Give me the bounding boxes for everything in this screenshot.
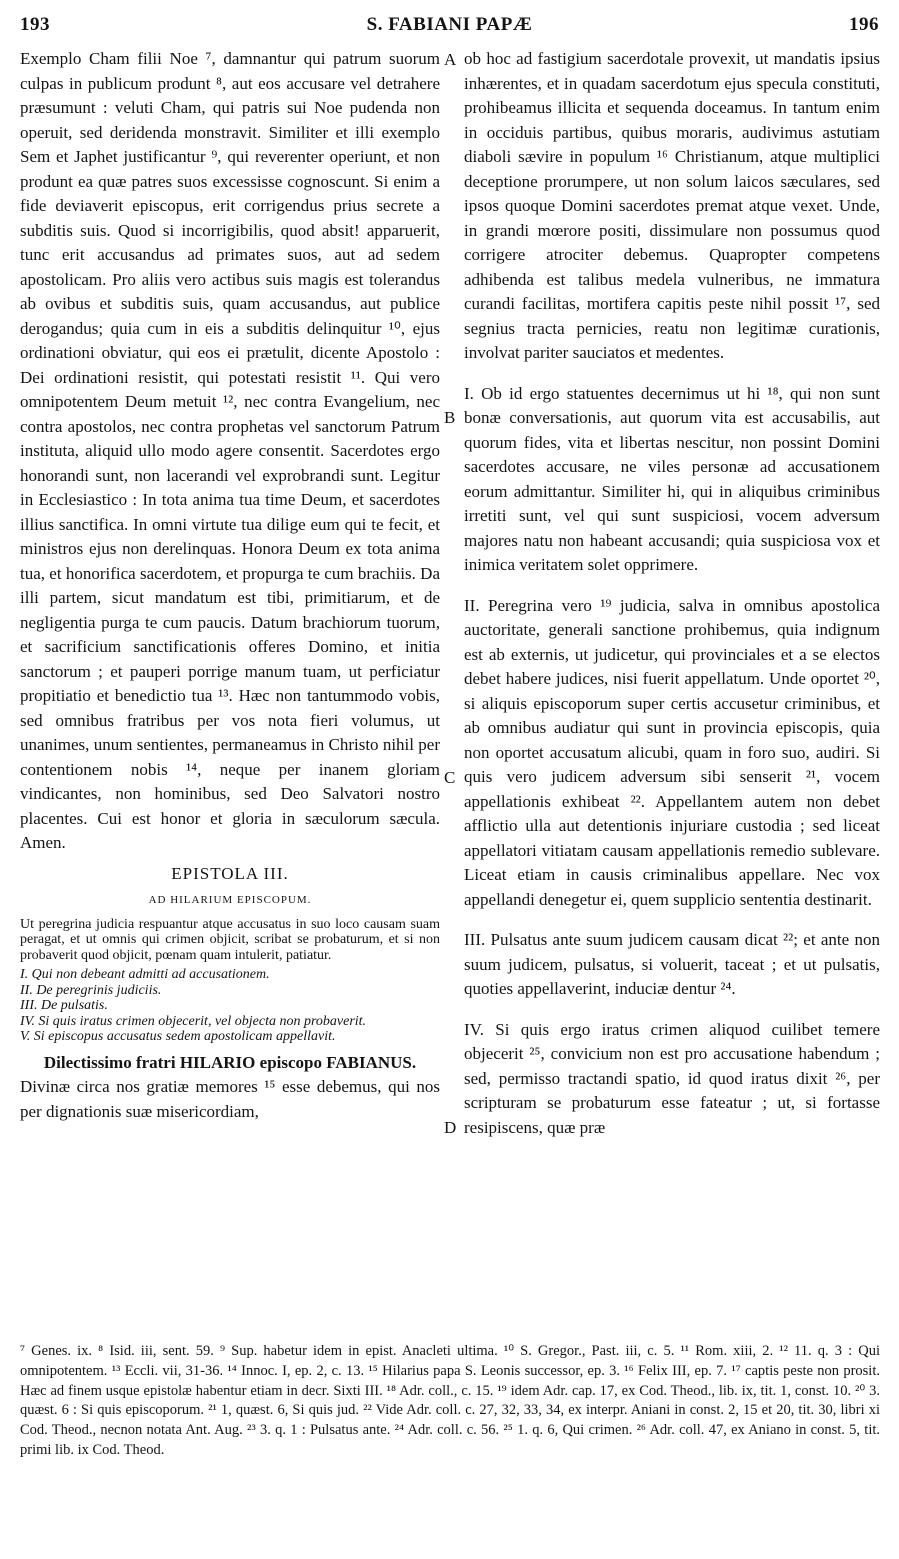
running-header [20, 14, 879, 44]
left-column [20, 47, 440, 1124]
chapter-item-4: IV. Si quis iratus crimen objecerit, vel objecta non probaverit. [20, 1013, 367, 1029]
epistola-address: AD HILARIUM EPISCOPUM. [148, 894, 312, 906]
chapter-item-5: V. Si episcopus accusatus sedem apostolicam appellavit. [20, 1029, 336, 1044]
left-paragraph-2: Divinæ circa nos gratiæ memores ¹⁵ esse debemus, qui nos per dignationis suæ misericordiam, [20, 1077, 440, 1121]
margin-letter-b: B [444, 408, 456, 427]
right-paragraph-5: IV. Si quis ergo iratus crimen aliquod cuilibet temere objecerit ²⁵, convicium non est pro accusatione habendum ; sed, permisso tractandi spatio, id quod iratus dixit ²⁶, per scripturam se probaturum esse fateatur ; ut, si fortasse resipiscens, quæ præ [464, 1019, 880, 1137]
right-paragraph-2: I. Ob id ergo statuentes decernimus ut hi ¹⁸, qui non sunt bonæ conversationis, aut quorum vita est accusabilis, aut quorum fides, vita et libertas nescitur, non possint Domini sacerdotes accusare, ne viles personæ ad accusationem eorum admittantur. Similiter hi, qui in aliquibus criminibus irretiti sunt, vel qui sunt suspiciosi, vocem adversum majores natu non habeant accusandi; quia suspiciosa vox et inimica veritatem solet opprimere. [464, 383, 880, 574]
page-number-right: 196 [849, 14, 879, 35]
chapter-item-1: I. Qui non debeant admitti ad accusationem. [20, 967, 270, 982]
chapter-list [20, 967, 440, 1045]
page-number-left: 193 [20, 14, 50, 35]
margin-letter-a: A [444, 50, 457, 69]
running-title: S. FABIANI PAPÆ [366, 14, 533, 35]
chapter-item-3: III. De pulsatis. [20, 998, 108, 1013]
left-paragraph-1: Exemplo Cham filii Noe ⁷, damnantur qui patrum suorum culpas in publicum produnt ⁸, aut eos accusare vel detrahere præsumunt : veluti Cham, qui patris sui Noe pudenda non operuit, sed deridenda monstravit. Similiter et illi exemplo Sem et Japhet justificantur ⁹, qui reverenter operiunt, et non produnt ea quæ patres suos excessisse cognoscunt. Si enim a fide deviaverit episcopus, erit corrigendus prius secrete a subditis suis. Quod si incorrigibilis, quod absit! apparuerit, tunc erit accusandus ad primates suos, aut ad sedem apostolicam. Pro aliis vero actibus suis magis est tolerandus ab ovibus et subditis suis, quam accusandus, aut publice derogandus; quia cum in eis a subditis delinquitur ¹⁰, ejus ordinationi obviatur, qui eos ei prætulit, dicente Apostolo : Dei ordinationi resistit, qui potestati resistit ¹¹. Qui vero omnipotentem Deum metuit ¹², nec contra Evangelium, nec contra apostolos, nec contra prophetas vel sanctorum Patrum instituta, aliquid ullo modo agere consentit. Sacerdotes ergo honorandi sunt, non lacerandi vel exprobrandi sunt. Legitur in Ecclesiastico : In tota anima tua time Deum, et sacerdotes illius sanctifica. In omni virtute tua dilige eum qui te fecit, et ministros ejus non derelinquas. Honora Deum ex tota anima tua, et honorifica sacerdotem, et propurga te cum brachiis. Da illi partem, sicut mandatum est tibi, primitiarum, et de negligentia purga te cum paucis. Datum brachiorum tuorum, et sacrificium sanctificationis offeres Domino, et initia sanctorum ; et pauperi porrige manum tuam, ut perficiatur propitiatio et benedictio tua ¹³. Hæc non tantummodo vobis, sed omnibus fratribus per vos nota fieri volumus, ut unanimes, unum sentientes, permaneamus in Christo nihil per contentionem nobis ¹⁴, neque per inanem gloriam vindicantes, non hominibus, sed Deo Salvatori nostro placentes. Cui est honor et gloria in sæculorum sæcula. Amen. [20, 49, 440, 852]
right-paragraph-4: III. Pulsatus ante suum judicem causam dicat ²²; et ante non suum judicem, pulsatus, si voluerit, taceat ; et ut pulsatis, quoties appellaverint, induciæ dentur ²⁴. [464, 930, 880, 998]
chapter-item-2: II. De peregrinis judiciis. [20, 982, 162, 998]
epistola-summary: Ut peregrina judicia respuantur atque accusatus in suo loco causam suam peragat, et ut omnis qui crimen objicit, scribat se probaturum, et si non probaverit quod objicit, pœnam quam intulerit, patiatur. [20, 916, 440, 963]
right-paragraph-3: II. Peregrina vero ¹⁹ judicia, salva in omnibus apostolica auctoritate, generali sanctione prohibemus, quia indignum est ab externis, ut judicetur, qui provinciales et a se electos debet habere judices, nisi fuerit appellatum. Unde oportet ²⁰, si aliquis episcoporum super certis accusetur criminibus, et ab omnibus audiatur qui sunt in provincia episcopis, quia non oportet accusatum alicubi, quam in foro suo, audiri. Si quis vero judicem adversum sibi senserit ²¹, vocem appellationis exhibeat ²². Appellantem autem non debet afflictio ulla aut detentionis injuriare custodia ; sed liceat appellatori vitiatam causam appellationis remedio sublevare. Liceat etiam in causis criminalibus appellare. Nec vox appellandi denegetur ei, quem supplicio sententia destinarit. [464, 595, 880, 909]
right-column [464, 47, 880, 1140]
salutation: Dilectissimo fratri HILARIO episcopo FABIANUS. [43, 1052, 417, 1072]
margin-letter-d: D [444, 1118, 457, 1137]
margin-letter-c: C [444, 768, 456, 787]
epistola-title: EPISTOLA III. [171, 863, 289, 883]
footnotes: ⁷ Genes. ix. ⁸ Isid. iii, sent. 59. ⁹ Sup. habetur idem in epist. Anacleti ultima. ¹⁰ S. Gregor., Past. iii, c. 5. ¹¹ Rom. xiii, 2. ¹² 11. q. 3 : Qui omnipotentem. ¹³ Eccli. vii, 31-36. ¹⁴ Innoc. I, ep. 2, c. 13. ¹⁵ Hilarius papa S. Leonis successor, ep. 3. ¹⁶ Felix III, ep. 7. ¹⁷ captis peste non prosit. Hæc ad finem usque epistolæ habentur etiam in decr. Sixti III. ¹⁸ Adr. coll., c. 15. ¹⁹ idem Adr. cap. 17, ex Cod. Theod., lib. ix, tit. 1, const. 10. ²⁰ 3. quæst. 6 : Si quis episcoporum. ²¹ 1, quæst. 6, Si quis jud. ²² Vide Adr. coll. c. 27, 32, 33, 34, ex interpr. Aniani in const. 2, 15 et 20, tit. 30, libri xi Cod. Theod., necnon notata Ant. Aug. ²³ 3. q. 1 : Pulsatus ante. ²⁴ Adr. coll. c. 56. ²⁵ 1. q. 6, Qui crimen. ²⁶ Adr. coll. 47, ex Aniano in const. 5, tit. primi lib. ix Cod. Theod. [20, 1343, 880, 1458]
right-paragraph-1: ob hoc ad fastigium sacerdotale provexit, ut mandatis ipsius inhærentes, et in quadam sacerdotum ejus specula constituti, prohibeamus illicita et sequenda doceamus. In tantum enim in occiduis partibus, quibus moraris, audivimus astutiam diaboli sævire in populum ¹⁶ Christianum, atque multiplici deceptione prorumpere, ut non solum laicos sæculares, sed ipsos quoque Domini sacerdotes premat atque vexet. Unde, in grandi mœrore positi, dissimulare non possumus quod corrigere atrociter debemus. Quapropter competens adhibenda est talibus medela vulneribus, ne immatura curandi facilitas, mortifera capitis peste nihil possit ¹⁷, sed segnius tracta pernicies, reatu non legitimæ curationis, involvat pariter sauciatos et medentes. [464, 49, 880, 362]
